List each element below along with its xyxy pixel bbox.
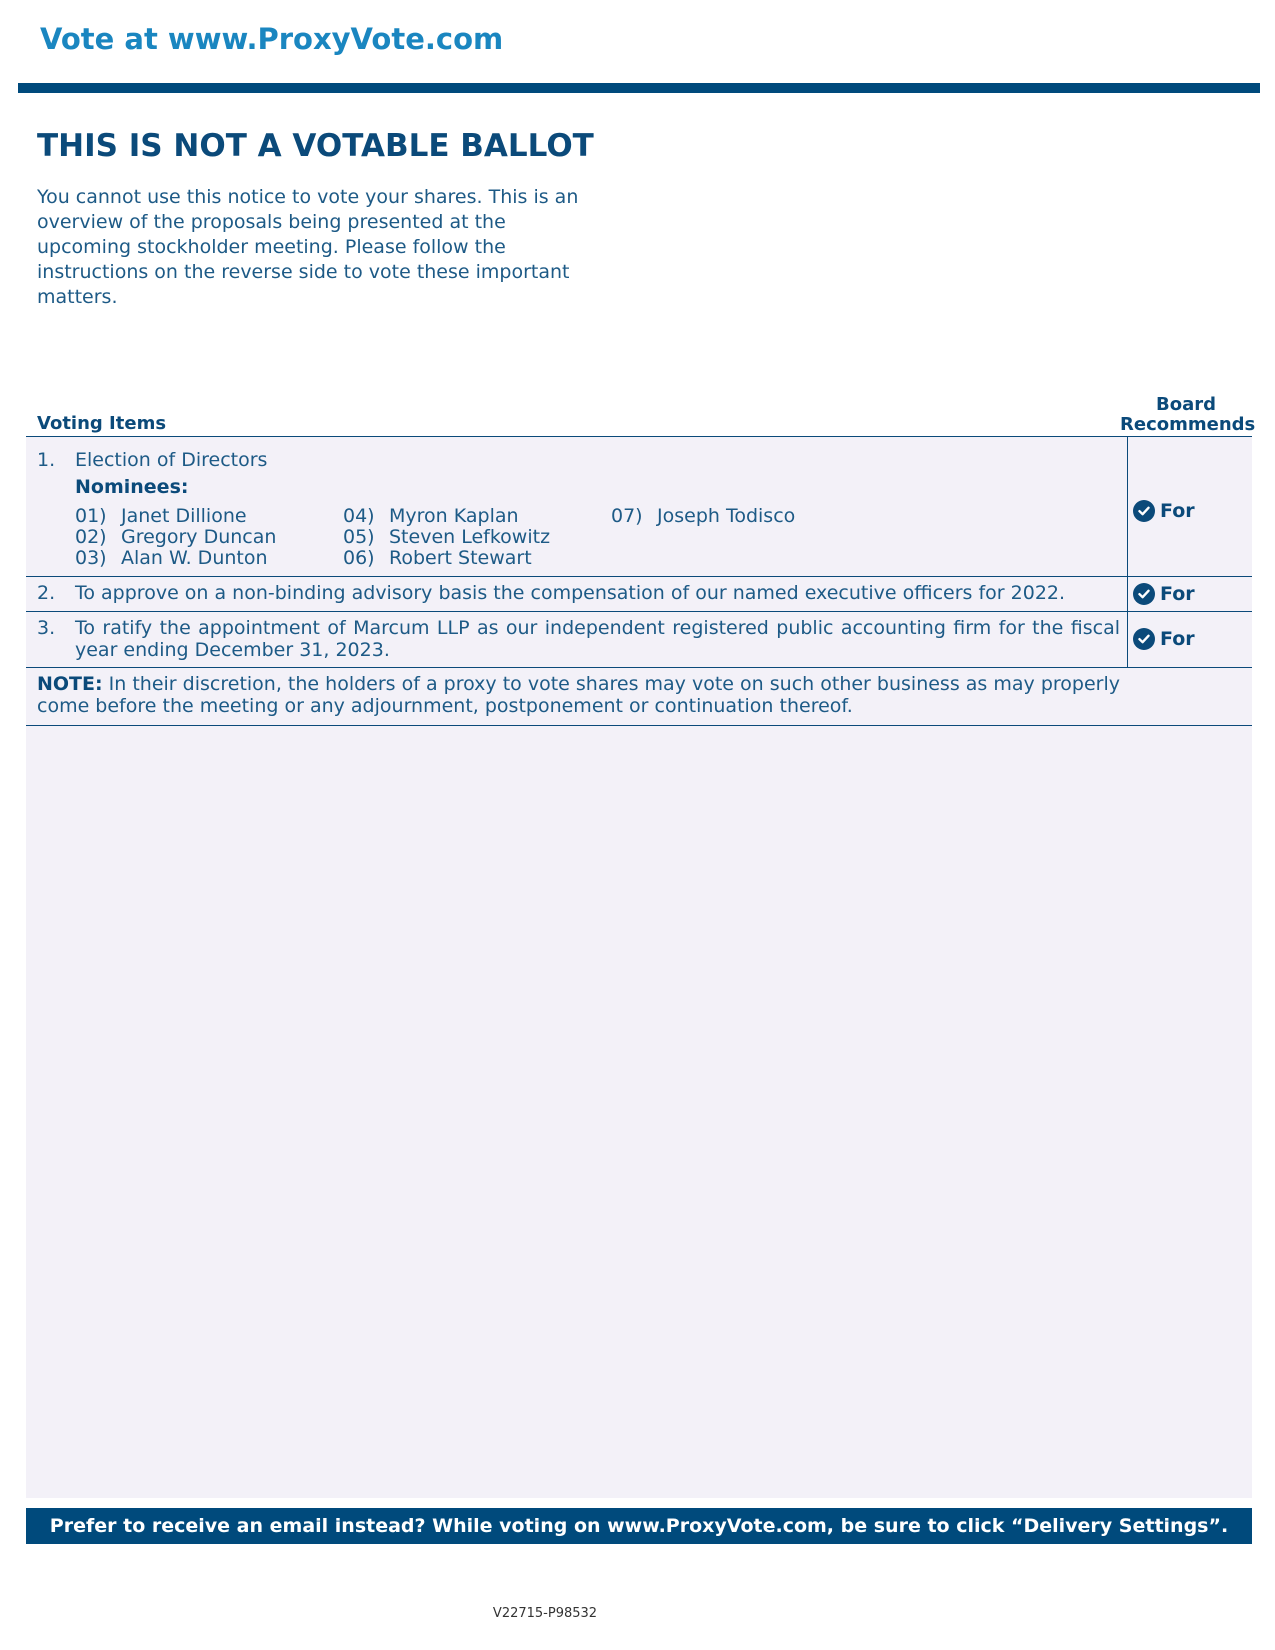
note	[37, 673, 1120, 717]
nominee-number: 06)	[343, 547, 375, 569]
note-label: NOTE:	[37, 673, 103, 695]
table-rule-3	[26, 667, 1252, 668]
board-recommendation	[1133, 583, 1195, 605]
check-circle-icon	[1133, 583, 1155, 605]
nominee	[75, 526, 276, 548]
nominee	[343, 547, 532, 569]
item-number: 3.	[37, 617, 56, 639]
nominee-number: 01)	[75, 505, 107, 527]
nominee-number: 05)	[343, 526, 375, 548]
note-text: In their discretion, the holders of a proxy to vote shares may vote on such other business as may properly come before the meeting or any adjournment, postponement or continuation thereof.	[37, 673, 1120, 717]
table-rule-bottom	[26, 725, 1252, 726]
email-delivery-banner	[26, 1508, 1252, 1544]
nominee	[75, 547, 268, 569]
nominees-label: Nominees:	[75, 476, 189, 498]
intro-text: You cannot use this notice to vote your shares. This is an overview of the proposals being presented at the upcoming stockholder meeting. Please follow the instructions on the reverse side to vote these important matters.	[37, 186, 579, 308]
nominee	[75, 505, 247, 527]
nominee-name: Steven Lefkowitz	[389, 526, 551, 548]
board-recommends-header	[1120, 394, 1256, 435]
board-recommendation	[1133, 628, 1195, 650]
recommend-column-divider	[1127, 436, 1128, 667]
check-circle-icon	[1133, 628, 1155, 650]
check-circle-icon	[1133, 500, 1155, 522]
item-text: To approve on a non-binding advisory basis the compensation of our named executive officers for 2022.	[75, 582, 1066, 604]
nominee-name: Robert Stewart	[389, 547, 532, 569]
board-header-line2: Recommends	[1120, 414, 1256, 435]
nominee-name: Joseph Todisco	[657, 505, 796, 527]
nominee-number: 04)	[343, 505, 375, 527]
board-header-line1: Board	[1156, 394, 1216, 415]
table-rule-top	[26, 436, 1252, 437]
nominee-number: 02)	[75, 526, 107, 548]
recommendation-label: For	[1160, 583, 1195, 605]
header-rule	[18, 83, 1260, 93]
nominee-number: 03)	[75, 547, 107, 569]
nominee	[343, 505, 519, 527]
page-title: THIS IS NOT A VOTABLE BALLOT	[37, 128, 594, 164]
recommendation-label: For	[1160, 628, 1195, 650]
banner-text: Prefer to receive an email instead? While voting on www.ProxyVote.com, be sure to click “Delivery Settings”.	[49, 1515, 1229, 1537]
nominee-number: 07)	[611, 505, 643, 527]
voting-items-header: Voting Items	[37, 413, 167, 434]
table-rule-2	[26, 611, 1252, 612]
nominee-name: Myron Kaplan	[389, 505, 519, 527]
nominee-name: Alan W. Dunton	[121, 547, 268, 569]
nominee	[611, 505, 795, 527]
item-text: To ratify the appointment of Marcum LLP as our independent registered public accounting firm for the fiscal year ending December 31, 2023.	[75, 617, 1120, 661]
item-number: 1.	[37, 449, 56, 471]
nominee	[343, 526, 550, 548]
nominee-name: Janet Dillione	[121, 505, 247, 527]
table-rule-1	[26, 576, 1252, 577]
item-number: 2.	[37, 582, 56, 604]
board-recommendation	[1133, 500, 1195, 522]
item-text: Election of Directors	[75, 449, 268, 471]
nominee-name: Gregory Duncan	[121, 526, 277, 548]
recommendation-label: For	[1160, 500, 1195, 522]
proxyvote-link[interactable]: Vote at www.ProxyVote.com	[40, 22, 504, 56]
document-code: V22715-P98532	[492, 1606, 598, 1621]
